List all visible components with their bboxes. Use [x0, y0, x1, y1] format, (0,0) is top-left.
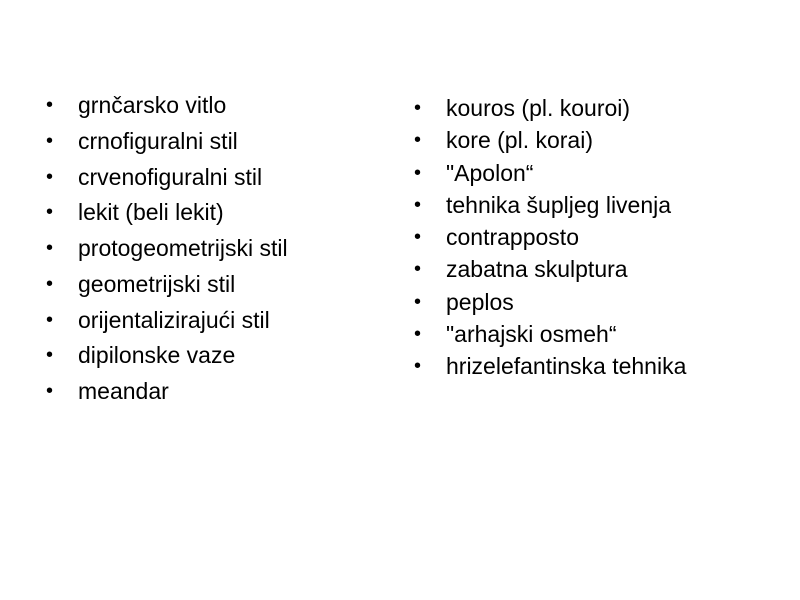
- bullet: •: [46, 165, 54, 188]
- bullet: •: [46, 201, 54, 224]
- term-text: kouros (pl. kouroi): [446, 95, 631, 121]
- bullet: •: [414, 97, 422, 119]
- bullet: •: [46, 94, 54, 116]
- list-item: [414, 189, 774, 221]
- bullet: •: [46, 308, 54, 331]
- term-text: "Apolon“: [446, 159, 534, 186]
- bullet: •: [46, 344, 54, 367]
- bullet: •: [414, 355, 422, 377]
- list-item: [414, 92, 774, 124]
- bullet: •: [46, 272, 54, 295]
- bullet: •: [414, 129, 422, 152]
- term-text: crvenofiguralni stil: [78, 163, 263, 190]
- list-item: [414, 350, 774, 382]
- term-text: "arhajski osmeh“: [446, 320, 617, 347]
- list-item: [46, 375, 376, 411]
- bullet: •: [414, 193, 422, 216]
- left-term-list: [46, 89, 376, 411]
- term-text: protogeometrijski stil: [78, 235, 288, 261]
- list-item: [414, 157, 774, 189]
- list-item: [414, 221, 774, 253]
- list-item: [46, 89, 376, 125]
- list-item: [46, 125, 376, 161]
- list-item: [414, 253, 774, 285]
- bullet: •: [46, 129, 54, 152]
- term-text: meandar: [78, 378, 169, 404]
- list-item: [46, 268, 376, 304]
- term-text: dipilonske vaze: [78, 342, 236, 369]
- term-text: orijentalizirajući stil: [78, 306, 270, 333]
- term-text: lekit (beli lekit): [78, 199, 224, 226]
- list-item: [46, 232, 376, 268]
- term-text: tehnika šupljeg livenja: [446, 191, 672, 218]
- list-item: [414, 318, 774, 350]
- term-text: zabatna skulptura: [446, 256, 628, 283]
- bullet: •: [46, 237, 54, 259]
- term-text: crnofiguralni stil: [78, 127, 238, 154]
- term-text: peplos: [446, 288, 514, 315]
- term-text: hrizelefantinska tehnika: [446, 353, 687, 379]
- term-text: kore (pl. korai): [446, 127, 593, 154]
- list-item: [46, 196, 376, 232]
- bullet: •: [414, 226, 422, 248]
- list-item: [46, 304, 376, 340]
- term-text: contrapposto: [446, 224, 579, 250]
- term-text: geometrijski stil: [78, 270, 236, 297]
- list-item: [46, 339, 376, 375]
- list-item: [46, 161, 376, 197]
- bullet: •: [414, 322, 422, 345]
- bullet: •: [414, 290, 422, 313]
- list-item: [414, 124, 774, 156]
- term-text: grnčarsko vitlo: [78, 92, 227, 118]
- list-item: [414, 286, 774, 318]
- bullet: •: [414, 161, 422, 184]
- right-term-list: [414, 92, 774, 382]
- bullet: •: [414, 258, 422, 281]
- bullet: •: [46, 380, 54, 402]
